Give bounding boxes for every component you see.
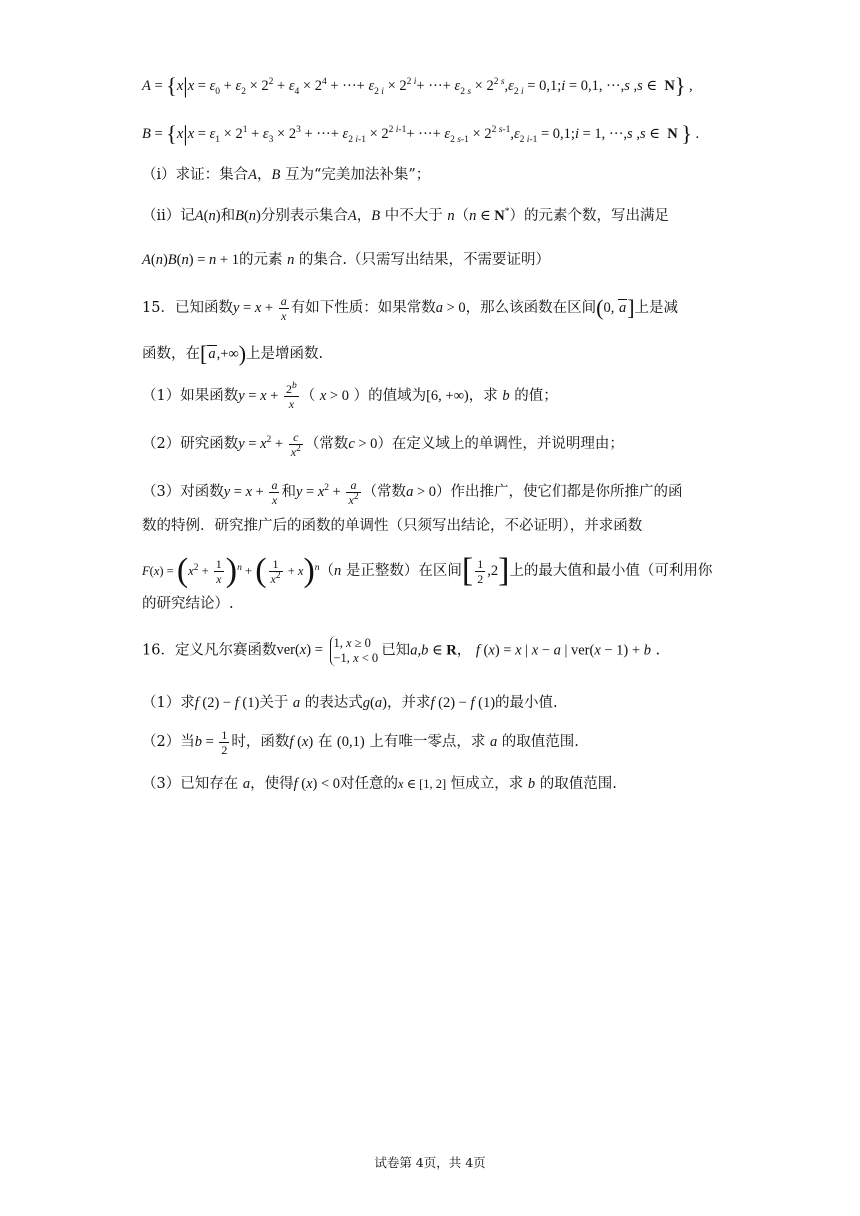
q15-part-1: （1）如果函数y = x + $\frac{2^b}{x}$ （ x > 0 ）的值域为[6, +∞)，求 b 的值； xyxy=(142,381,558,411)
q15-part-3-line3: $F(x) = (x^2$ + $\frac{1}{x}$ )$^n$ + ( $\frac{1}{x^2}$ + x)$^n$（n 是正整数）在区间[ $\frac{1}{2}$ ,2]上的最大值和最小值（可利用你 xyxy=(142,551,713,589)
q15-part-3: （3）对函数y = x + $\frac{a}{x}$ 和$y = x^2$ + $\frac{a}{x^2}$ （常数a > 0）作出推广，使它们都是你所推广的函 xyxy=(142,478,683,507)
q16-part-2: （2）当b = $\frac{1}{2}$ 时，函数f (x) 在 (0,1) 上有唯一零点，求 a 的取值范围. xyxy=(142,728,579,757)
q14-part-ii-cont: A(n)B(n) = n + 1的元素 n 的集合.（只需写出结果，不需要证明） xyxy=(142,252,551,268)
q15-part-3-line2: 数的特例．研究推广后的函数的单调性（只须写出结论，不必证明），并求函数 xyxy=(142,518,643,534)
q15-intro-cont: 函数，在[a,+∞)上是增函数. xyxy=(142,341,324,366)
q14-part-i: （ⅰ）求证：集合A，B 互为“完美加法补集”； xyxy=(142,167,431,183)
q16-part-3: （3）已知存在 a，使得f (x) < 0对任意的x ∈ [1, 2] 恒成立，求 b 的取值范围. xyxy=(142,776,617,792)
q15-part-2: （2）研究函数$y = x^2$ + $\frac{c}{x^2}$ （常数c > 0）在定义域上的单调性，并说明理由； xyxy=(142,430,624,459)
q15-part-3-line4: 的研究结论）. xyxy=(142,596,234,612)
set-b-definition: $B = \{x|x = \varepsilon_1 \times 2^1 + \varepsilon_3 \times 2^3$ + ···+ $\varepsilon_{2 i-1} \times 2^{2 i-1}+$ ···+ $\varepsilon_{2 s-1} \times 2^{2 s-1},\varepsilon_{2 i-1}$ = 0,1;i = 1, ···,s ,s ∈ N } . xyxy=(142,121,700,146)
q16-part-1: （1）求f (2) − f (1)关于 a 的表达式g(a)，并求f (2) − f (1)的最小值. xyxy=(142,695,558,711)
q14-part-ii: （ⅱ）记A(n)和B(n)分别表示集合A，B 中不大于 n（n ∈ N*）的元素个数，写出满足 xyxy=(142,207,670,224)
q16-intro: 16．定义凡尔赛函数ver(x) = 1, x ≥ 0 −1, x < 0 已知a,b ∈ R， f (x) = x | x − a | ver(x − 1) + b . xyxy=(142,636,661,665)
q15-intro: 15．已知函数y = x + $\frac{a}{x}$ 有如下性质：如果常数a > 0，那么该函数在区间(0, a]上是减 xyxy=(142,294,679,323)
page-footer: 试卷第 4页，共 4页 xyxy=(374,1155,486,1170)
set-a-definition: $A = \{x|x = \varepsilon_0 + \varepsilon_2 \times 2^2 + \varepsilon_4 \times 2^4$ + ···+ $\varepsilon_{2 i} \times 2^{2 i}+$ ···+ $\varepsilon_{2 s} \times 2^{2 s},\varepsilon_{2 i}$ = 0,1;i = 0,1, ···,s ,s ∈ N} , xyxy=(142,73,693,98)
